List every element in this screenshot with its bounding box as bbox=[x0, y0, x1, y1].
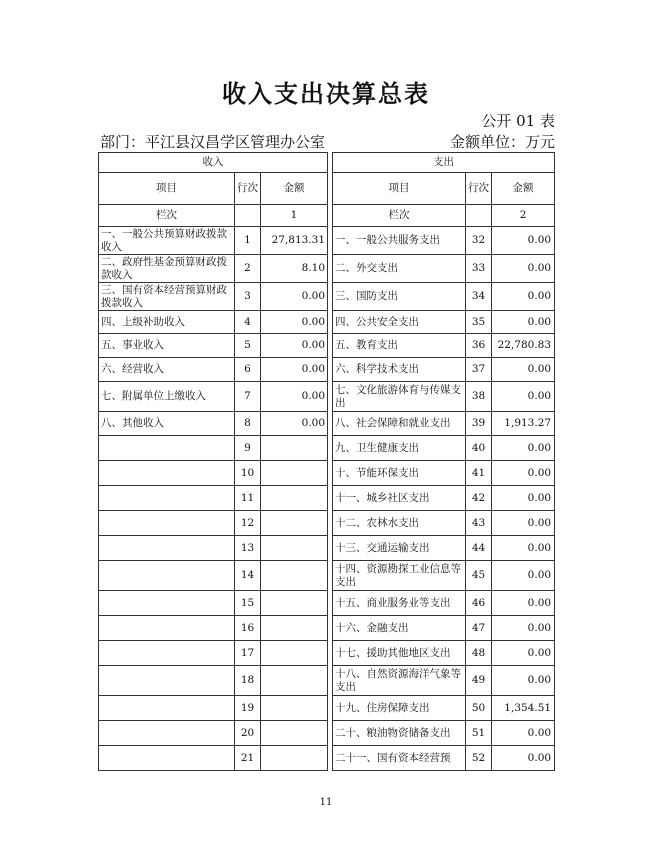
table-row bbox=[99, 382, 555, 412]
expense-amount: 0.00 bbox=[492, 616, 555, 641]
expense-amount: 0.00 bbox=[492, 591, 555, 616]
income-item: 四、上级补助收入 bbox=[99, 311, 235, 334]
expense-item: 二、外交支出 bbox=[333, 255, 466, 283]
expense-amount: 1,913.27 bbox=[492, 412, 555, 436]
income-line: 1 bbox=[235, 227, 261, 255]
expense-amount: 22,780.83 bbox=[492, 334, 555, 358]
income-line: 8 bbox=[235, 412, 261, 436]
income-amount: 0.00 bbox=[261, 358, 328, 382]
income-expense-table bbox=[98, 152, 555, 771]
income-line: 6 bbox=[235, 358, 261, 382]
income-header: 收入 bbox=[99, 153, 328, 173]
income-item: 一、一般公共预算财政拨款收入 bbox=[99, 227, 235, 255]
expense-line: 52 bbox=[466, 746, 492, 771]
income-line: 14 bbox=[235, 561, 261, 591]
income-amount bbox=[261, 591, 328, 616]
income-line: 2 bbox=[235, 255, 261, 283]
table-row bbox=[99, 412, 555, 436]
income-item bbox=[99, 511, 235, 536]
income-amount bbox=[261, 666, 328, 696]
expense-column-index-label: 栏次 bbox=[333, 205, 466, 227]
expense-item-header: 项目 bbox=[333, 173, 466, 205]
department-label: 部门：平江县汉昌学区管理办公室 bbox=[100, 133, 326, 151]
expense-amount: 0.00 bbox=[492, 227, 555, 255]
expense-line: 34 bbox=[466, 283, 492, 311]
income-line: 13 bbox=[235, 536, 261, 561]
income-amount-header: 金额 bbox=[261, 173, 328, 205]
expense-item: 九、卫生健康支出 bbox=[333, 436, 466, 461]
income-item bbox=[99, 666, 235, 696]
expense-line-header: 行次 bbox=[466, 173, 492, 205]
expense-line: 46 bbox=[466, 591, 492, 616]
income-line: 19 bbox=[235, 696, 261, 721]
income-item bbox=[99, 696, 235, 721]
expense-amount: 0.00 bbox=[492, 486, 555, 511]
expense-line: 37 bbox=[466, 358, 492, 382]
income-amount: 0.00 bbox=[261, 382, 328, 412]
expense-amount: 0.00 bbox=[492, 536, 555, 561]
income-amount: 0.00 bbox=[261, 334, 328, 358]
income-amount bbox=[261, 616, 328, 641]
expense-item: 十三、交通运输支出 bbox=[333, 536, 466, 561]
income-item: 六、经营收入 bbox=[99, 358, 235, 382]
expense-line: 47 bbox=[466, 616, 492, 641]
income-line: 11 bbox=[235, 486, 261, 511]
income-item bbox=[99, 591, 235, 616]
income-item: 七、附属单位上缴收入 bbox=[99, 382, 235, 412]
table-row bbox=[99, 311, 555, 334]
income-line: 7 bbox=[235, 382, 261, 412]
expense-item: 十八、自然资源海洋气象等支出 bbox=[333, 666, 466, 696]
income-amount bbox=[261, 641, 328, 666]
section-header-row bbox=[99, 153, 555, 173]
expense-line: 33 bbox=[466, 255, 492, 283]
expense-amount: 0.00 bbox=[492, 255, 555, 283]
page-title: 收入支出决算总表 bbox=[222, 80, 430, 108]
expense-item: 二十一、国有资本经营预 bbox=[333, 746, 466, 771]
form-number: 公开 01 表 bbox=[481, 112, 555, 130]
expense-line: 45 bbox=[466, 561, 492, 591]
expense-item: 十五、商业服务业等支出 bbox=[333, 591, 466, 616]
expense-line: 51 bbox=[466, 721, 492, 746]
income-line: 20 bbox=[235, 721, 261, 746]
table-row bbox=[99, 591, 555, 616]
income-line: 16 bbox=[235, 616, 261, 641]
income-amount: 27,813.31 bbox=[261, 227, 328, 255]
expense-item: 十四、资源勘探工业信息等支出 bbox=[333, 561, 466, 591]
income-amount bbox=[261, 721, 328, 746]
income-item bbox=[99, 436, 235, 461]
expense-amount: 0.00 bbox=[492, 641, 555, 666]
expense-amount: 0.00 bbox=[492, 382, 555, 412]
table-row bbox=[99, 334, 555, 358]
expense-item: 二十、粮油物资储备支出 bbox=[333, 721, 466, 746]
expense-line: 39 bbox=[466, 412, 492, 436]
income-amount bbox=[261, 461, 328, 486]
table-row bbox=[99, 436, 555, 461]
expense-column-number: 2 bbox=[492, 205, 555, 227]
income-line: 10 bbox=[235, 461, 261, 486]
income-item: 八、其他收入 bbox=[99, 412, 235, 436]
income-line: 4 bbox=[235, 311, 261, 334]
table-row bbox=[99, 486, 555, 511]
expense-item: 八、社会保障和就业支出 bbox=[333, 412, 466, 436]
expense-amount: 1,354.51 bbox=[492, 696, 555, 721]
income-item: 三、国有资本经营预算财政拨款收入 bbox=[99, 283, 235, 311]
income-amount: 0.00 bbox=[261, 283, 328, 311]
expense-line: 32 bbox=[466, 227, 492, 255]
table-row bbox=[99, 666, 555, 696]
income-item bbox=[99, 616, 235, 641]
expense-line: 49 bbox=[466, 666, 492, 696]
expense-amount: 0.00 bbox=[492, 283, 555, 311]
income-amount bbox=[261, 436, 328, 461]
income-amount bbox=[261, 746, 328, 771]
column-index-row bbox=[99, 205, 555, 227]
income-item: 二、政府性基金预算财政拨款收入 bbox=[99, 255, 235, 283]
page-number: 11 bbox=[319, 797, 333, 808]
expense-item: 十六、金融支出 bbox=[333, 616, 466, 641]
income-item bbox=[99, 721, 235, 746]
income-amount: 0.00 bbox=[261, 311, 328, 334]
table-row bbox=[99, 511, 555, 536]
income-item bbox=[99, 641, 235, 666]
expense-line: 48 bbox=[466, 641, 492, 666]
income-amount bbox=[261, 696, 328, 721]
expense-item: 五、教育支出 bbox=[333, 334, 466, 358]
table-row bbox=[99, 461, 555, 486]
income-line: 12 bbox=[235, 511, 261, 536]
income-line: 15 bbox=[235, 591, 261, 616]
table-row bbox=[99, 283, 555, 311]
expense-amount: 0.00 bbox=[492, 311, 555, 334]
expense-line: 44 bbox=[466, 536, 492, 561]
expense-line: 38 bbox=[466, 382, 492, 412]
expense-item: 三、国防支出 bbox=[333, 283, 466, 311]
amount-unit-label: 金额单位：万元 bbox=[449, 133, 555, 151]
table-row bbox=[99, 721, 555, 746]
income-line: 18 bbox=[235, 666, 261, 696]
income-item bbox=[99, 486, 235, 511]
income-line: 21 bbox=[235, 746, 261, 771]
expense-amount: 0.00 bbox=[492, 436, 555, 461]
income-line: 9 bbox=[235, 436, 261, 461]
table-row bbox=[99, 536, 555, 561]
income-item bbox=[99, 561, 235, 591]
table-row bbox=[99, 746, 555, 771]
expense-amount-header: 金额 bbox=[492, 173, 555, 205]
expense-line: 40 bbox=[466, 436, 492, 461]
income-item bbox=[99, 461, 235, 486]
table-row bbox=[99, 227, 555, 255]
income-item: 五、事业收入 bbox=[99, 334, 235, 358]
expense-line: 41 bbox=[466, 461, 492, 486]
expense-item: 七、文化旅游体育与传媒支出 bbox=[333, 382, 466, 412]
expense-item: 十、节能环保支出 bbox=[333, 461, 466, 486]
expense-amount: 0.00 bbox=[492, 666, 555, 696]
income-line-header: 行次 bbox=[235, 173, 261, 205]
income-item bbox=[99, 746, 235, 771]
income-item bbox=[99, 536, 235, 561]
table-row bbox=[99, 358, 555, 382]
table-row bbox=[99, 255, 555, 283]
expense-item: 四、公共安全支出 bbox=[333, 311, 466, 334]
expense-item: 十二、农林水支出 bbox=[333, 511, 466, 536]
expense-item: 十七、援助其他地区支出 bbox=[333, 641, 466, 666]
expense-line: 43 bbox=[466, 511, 492, 536]
income-column-number: 1 bbox=[261, 205, 328, 227]
expense-amount: 0.00 bbox=[492, 721, 555, 746]
table-row bbox=[99, 561, 555, 591]
expense-amount: 0.00 bbox=[492, 746, 555, 771]
expense-line: 36 bbox=[466, 334, 492, 358]
income-amount bbox=[261, 486, 328, 511]
table-row bbox=[99, 696, 555, 721]
table-row bbox=[99, 641, 555, 666]
column-header-row bbox=[99, 173, 555, 205]
expense-line: 42 bbox=[466, 486, 492, 511]
income-amount bbox=[261, 561, 328, 591]
income-amount: 0.00 bbox=[261, 412, 328, 436]
income-column-index-label: 栏次 bbox=[99, 205, 235, 227]
income-line: 3 bbox=[235, 283, 261, 311]
income-line: 5 bbox=[235, 334, 261, 358]
expense-amount: 0.00 bbox=[492, 358, 555, 382]
expense-amount: 0.00 bbox=[492, 461, 555, 486]
expense-line: 35 bbox=[466, 311, 492, 334]
expense-item: 十九、住房保障支出 bbox=[333, 696, 466, 721]
income-item-header: 项目 bbox=[99, 173, 235, 205]
income-amount: 8.10 bbox=[261, 255, 328, 283]
expense-line: 50 bbox=[466, 696, 492, 721]
expense-header: 支出 bbox=[333, 153, 555, 173]
expense-amount: 0.00 bbox=[492, 561, 555, 591]
expense-item: 十一、城乡社区支出 bbox=[333, 486, 466, 511]
income-amount bbox=[261, 536, 328, 561]
expense-amount: 0.00 bbox=[492, 511, 555, 536]
income-line: 17 bbox=[235, 641, 261, 666]
expense-item: 一、一般公共服务支出 bbox=[333, 227, 466, 255]
expense-item: 六、科学技术支出 bbox=[333, 358, 466, 382]
table-row bbox=[99, 616, 555, 641]
income-amount bbox=[261, 511, 328, 536]
